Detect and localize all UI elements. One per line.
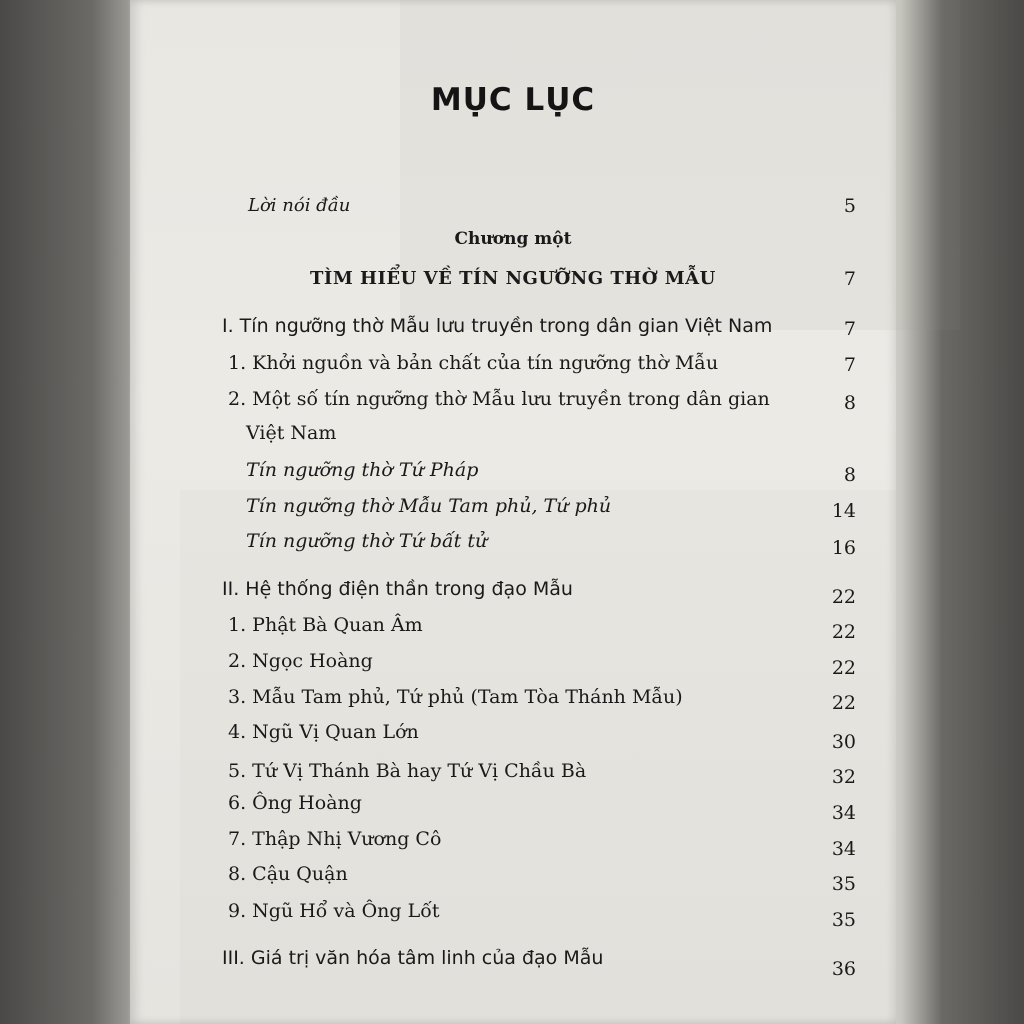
toc-entry-part-1: I. Tín ngưỡng thờ Mẫu lưu truyền trong dân gian Việt Nam <box>222 315 773 337</box>
bleed-through-shade-lower <box>180 490 896 1024</box>
toc-page: 35 <box>831 909 856 931</box>
page-title: MỤC LỤC <box>430 82 596 118</box>
toc-preface-label: Lời nói đầu <box>248 195 351 216</box>
toc-entry: 2. Một số tín ngưỡng thờ Mẫu lưu truyền trong dân gian <box>228 388 770 410</box>
toc-entry-sub: Tín ngưỡng thờ Mẫu Tam phủ, Tứ phủ <box>246 495 612 517</box>
toc-page: 8 <box>843 464 856 486</box>
toc-entry-part-2: II. Hệ thống điện thần trong đạo Mẫu <box>222 578 573 600</box>
toc-page: 8 <box>843 392 856 414</box>
toc-entry-part-3: III. Giá trị văn hóa tâm linh của đạo Mẫu <box>222 947 604 969</box>
toc-entry-continued: Việt Nam <box>246 422 337 444</box>
chapter-heading: TÌM HIỂU VỀ TÍN NGƯỠNG THỜ MẪU <box>310 268 716 289</box>
toc-entry: 5. Tứ Vị Thánh Bà hay Tứ Vị Chầu Bà <box>228 760 587 782</box>
toc-page: 22 <box>831 586 856 608</box>
toc-page: 32 <box>831 766 856 788</box>
toc-page: 14 <box>831 500 856 522</box>
toc-page: 34 <box>831 838 856 860</box>
chapter-page: 7 <box>843 268 856 290</box>
toc-page: 22 <box>831 657 856 679</box>
toc-page: 7 <box>843 318 856 340</box>
toc-entry: 9. Ngũ Hổ và Ông Lốt <box>228 900 440 922</box>
toc-entry: 6. Ông Hoàng <box>228 792 362 814</box>
toc-page: 36 <box>831 958 856 980</box>
toc-entry: 1. Phật Bà Quan Âm <box>228 614 423 636</box>
toc-entry: 4. Ngũ Vị Quan Lớn <box>228 721 419 743</box>
toc-entry: 8. Cậu Quận <box>228 863 348 885</box>
toc-entry: 7. Thập Nhị Vương Cô <box>228 828 442 850</box>
toc-page: 30 <box>831 731 856 753</box>
toc-page: 22 <box>831 621 856 643</box>
toc-page: 16 <box>831 537 856 559</box>
toc-page: 34 <box>831 802 856 824</box>
chapter-label: Chương một <box>454 229 572 249</box>
toc-page: 7 <box>843 354 856 376</box>
toc-entry: 3. Mẫu Tam phủ, Tứ phủ (Tam Tòa Thánh Mẫu) <box>228 686 683 708</box>
toc-entry-sub: Tín ngưỡng thờ Tứ Pháp <box>246 459 479 481</box>
toc-entry: 1. Khởi nguồn và bản chất của tín ngưỡng thờ Mẫu <box>228 352 719 374</box>
book-page <box>130 0 896 1024</box>
toc-entry-sub: Tín ngưỡng thờ Tứ bất tử <box>246 530 488 552</box>
toc-preface-page: 5 <box>843 195 856 217</box>
toc-page: 22 <box>831 692 856 714</box>
toc-entry: 2. Ngọc Hoàng <box>228 650 373 672</box>
toc-page: 35 <box>831 873 856 895</box>
